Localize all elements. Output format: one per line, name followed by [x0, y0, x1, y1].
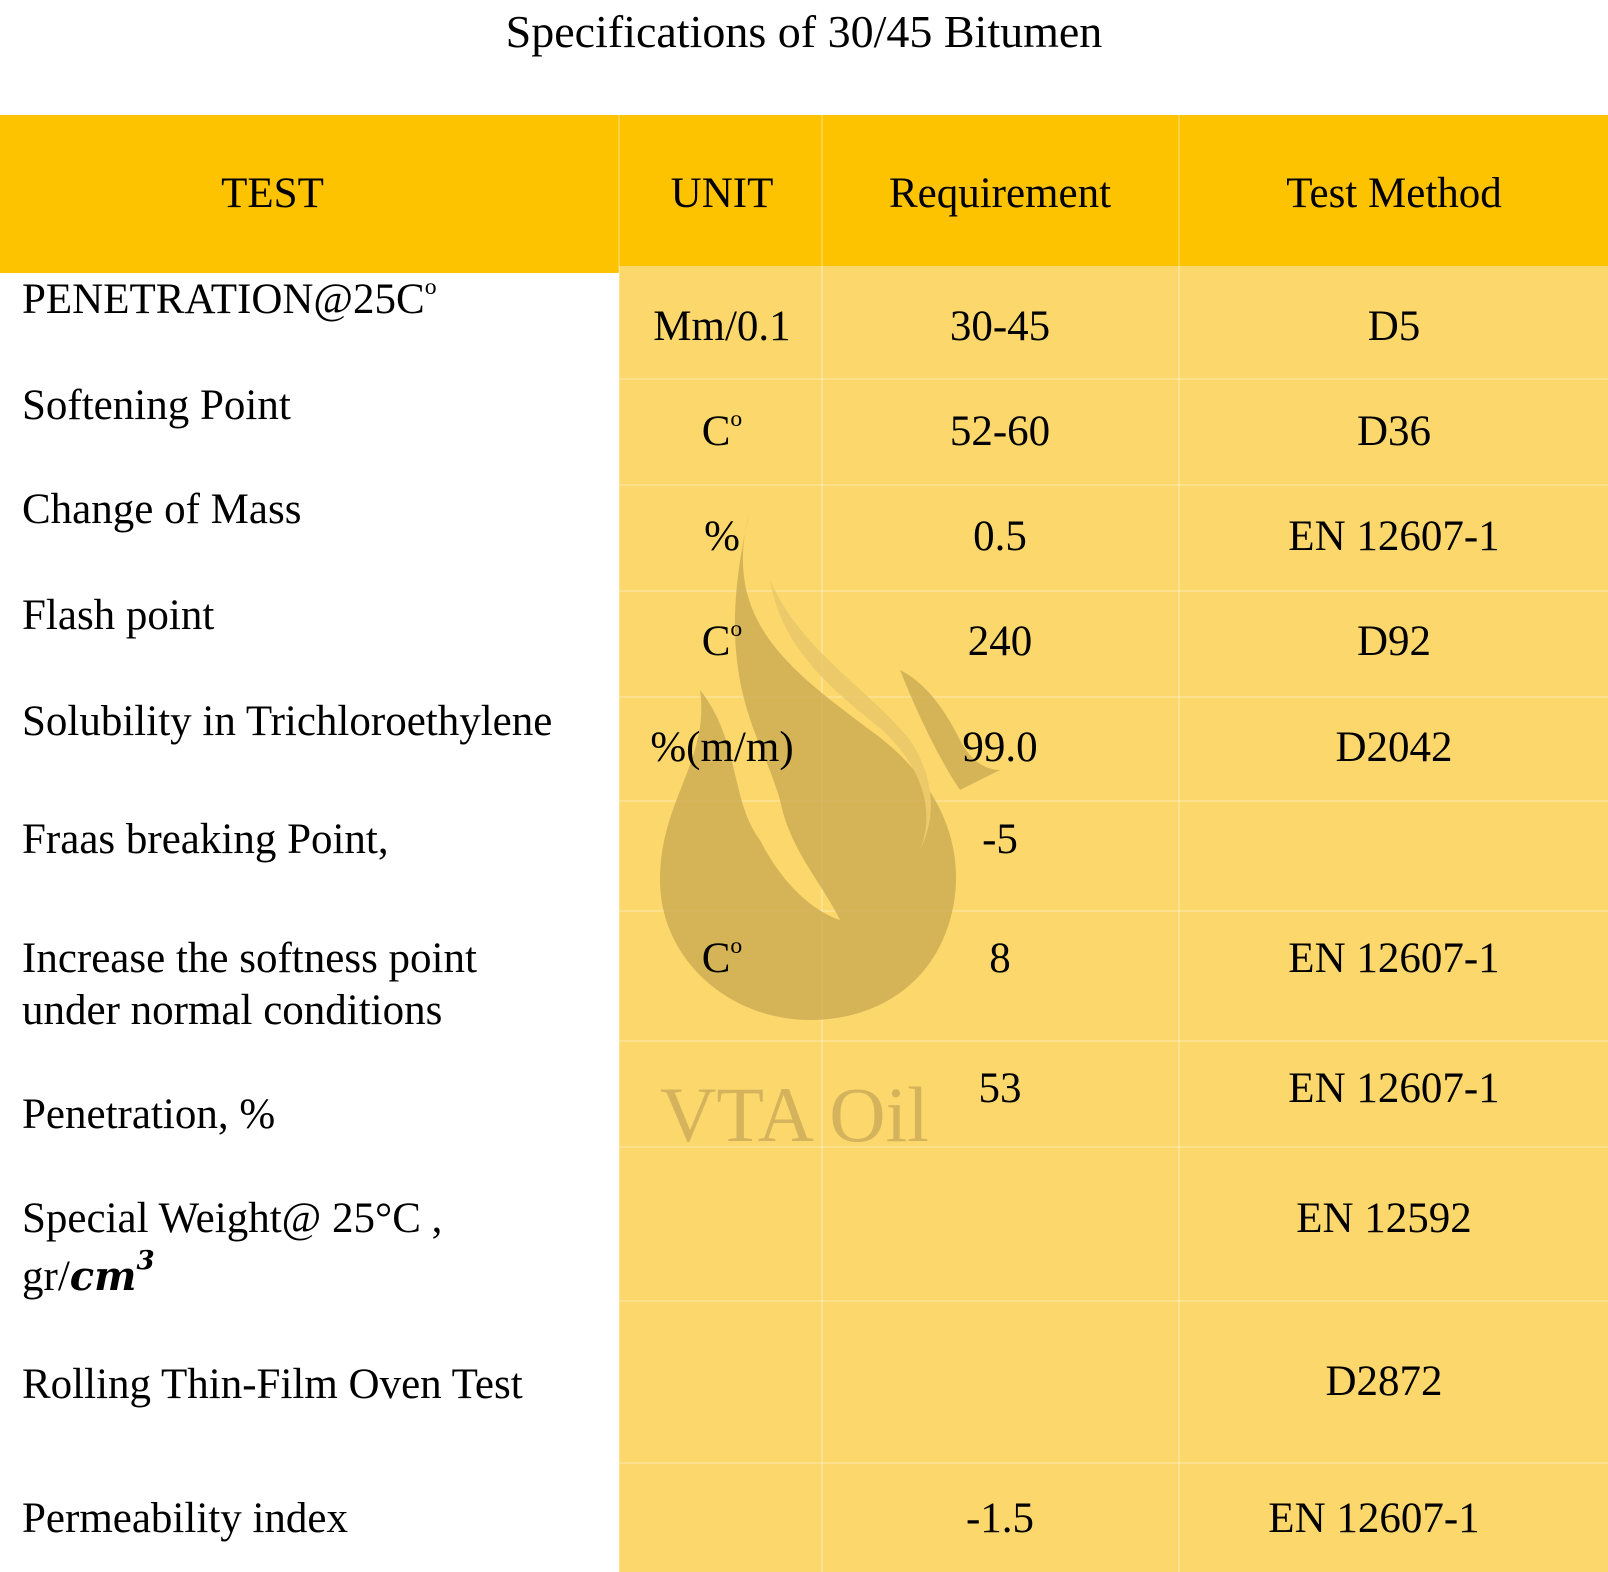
table-row-method: D2872 [1325, 1358, 1443, 1405]
table-row-method: D2042 [1335, 724, 1453, 771]
header-requirement: Requirement [888, 170, 1112, 217]
table-row-test: Flash point [22, 592, 215, 639]
watermark-text: VTA Oil [660, 1071, 929, 1158]
table-row-test-line2: $gr/cm^3$ [22, 1246, 155, 1300]
table-row-requirement: 52-60 [949, 408, 1051, 455]
table-row-test: $PENETRATION@25C^o$ [22, 274, 437, 323]
column-divider [618, 115, 620, 1572]
table-row-unit: $C^o$ [701, 406, 743, 455]
table-row-unit: % [704, 513, 740, 560]
table-row-test: Fraas breaking Point, [22, 816, 389, 863]
row-divider [619, 484, 1608, 486]
table-row-requirement: 240 [967, 618, 1033, 665]
table-row-test-line1: Special Weight@ 25°C , [22, 1195, 443, 1242]
table-row-requirement: 99.0 [962, 724, 1038, 771]
table-row-method: EN 12607-1 [1288, 935, 1500, 982]
table-row-test: Softening Point [22, 382, 291, 429]
table-row-unit: Mm/0.1 [653, 303, 791, 350]
page-title: Specifications of 30/45 Bitumen [505, 6, 1103, 57]
table-row-test: Rolling Thin-Film Oven Test [22, 1361, 523, 1408]
table-row-method: D92 [1356, 618, 1432, 665]
table-row-method: D36 [1356, 408, 1432, 455]
row-divider [619, 378, 1608, 380]
table-row-method: EN 12607-1 [1288, 1065, 1500, 1112]
row-divider [619, 1300, 1608, 1302]
table-row-requirement: 8 [989, 935, 1011, 982]
table-row-test: Penetration, % [22, 1091, 276, 1138]
table-row-method: EN 12592 [1296, 1195, 1472, 1242]
header-unit: UNIT [670, 170, 774, 217]
header-test: TEST [221, 170, 324, 217]
table-row-unit: $C^o$ [701, 933, 743, 982]
table-row-requirement: -1.5 [965, 1495, 1035, 1542]
table-row-method: EN 12607-1 [1288, 513, 1500, 560]
table-row-unit: %(m/m) [650, 724, 794, 771]
table-row-test: Permeability index [22, 1495, 349, 1542]
table-row-method: D5 [1367, 303, 1421, 350]
table-row-unit: $C^o$ [701, 616, 743, 665]
table-row-requirement: 0.5 [973, 513, 1027, 560]
table-row-test: Solubility in Trichloroethylene [22, 698, 553, 745]
table-row-requirement: -5 [982, 816, 1018, 863]
table-row-requirement: 53 [978, 1065, 1022, 1112]
table-row-test: Change of Mass [22, 486, 302, 533]
row-divider [619, 1462, 1608, 1464]
table-row-requirement: 30-45 [949, 303, 1051, 350]
table-row-method: EN 12607-1 [1268, 1495, 1480, 1542]
table-row-test-line2: under normal conditions [22, 987, 443, 1034]
table-row-test-line1: Increase the softness point [22, 935, 477, 982]
header-test-method: Test Method [1286, 170, 1502, 217]
